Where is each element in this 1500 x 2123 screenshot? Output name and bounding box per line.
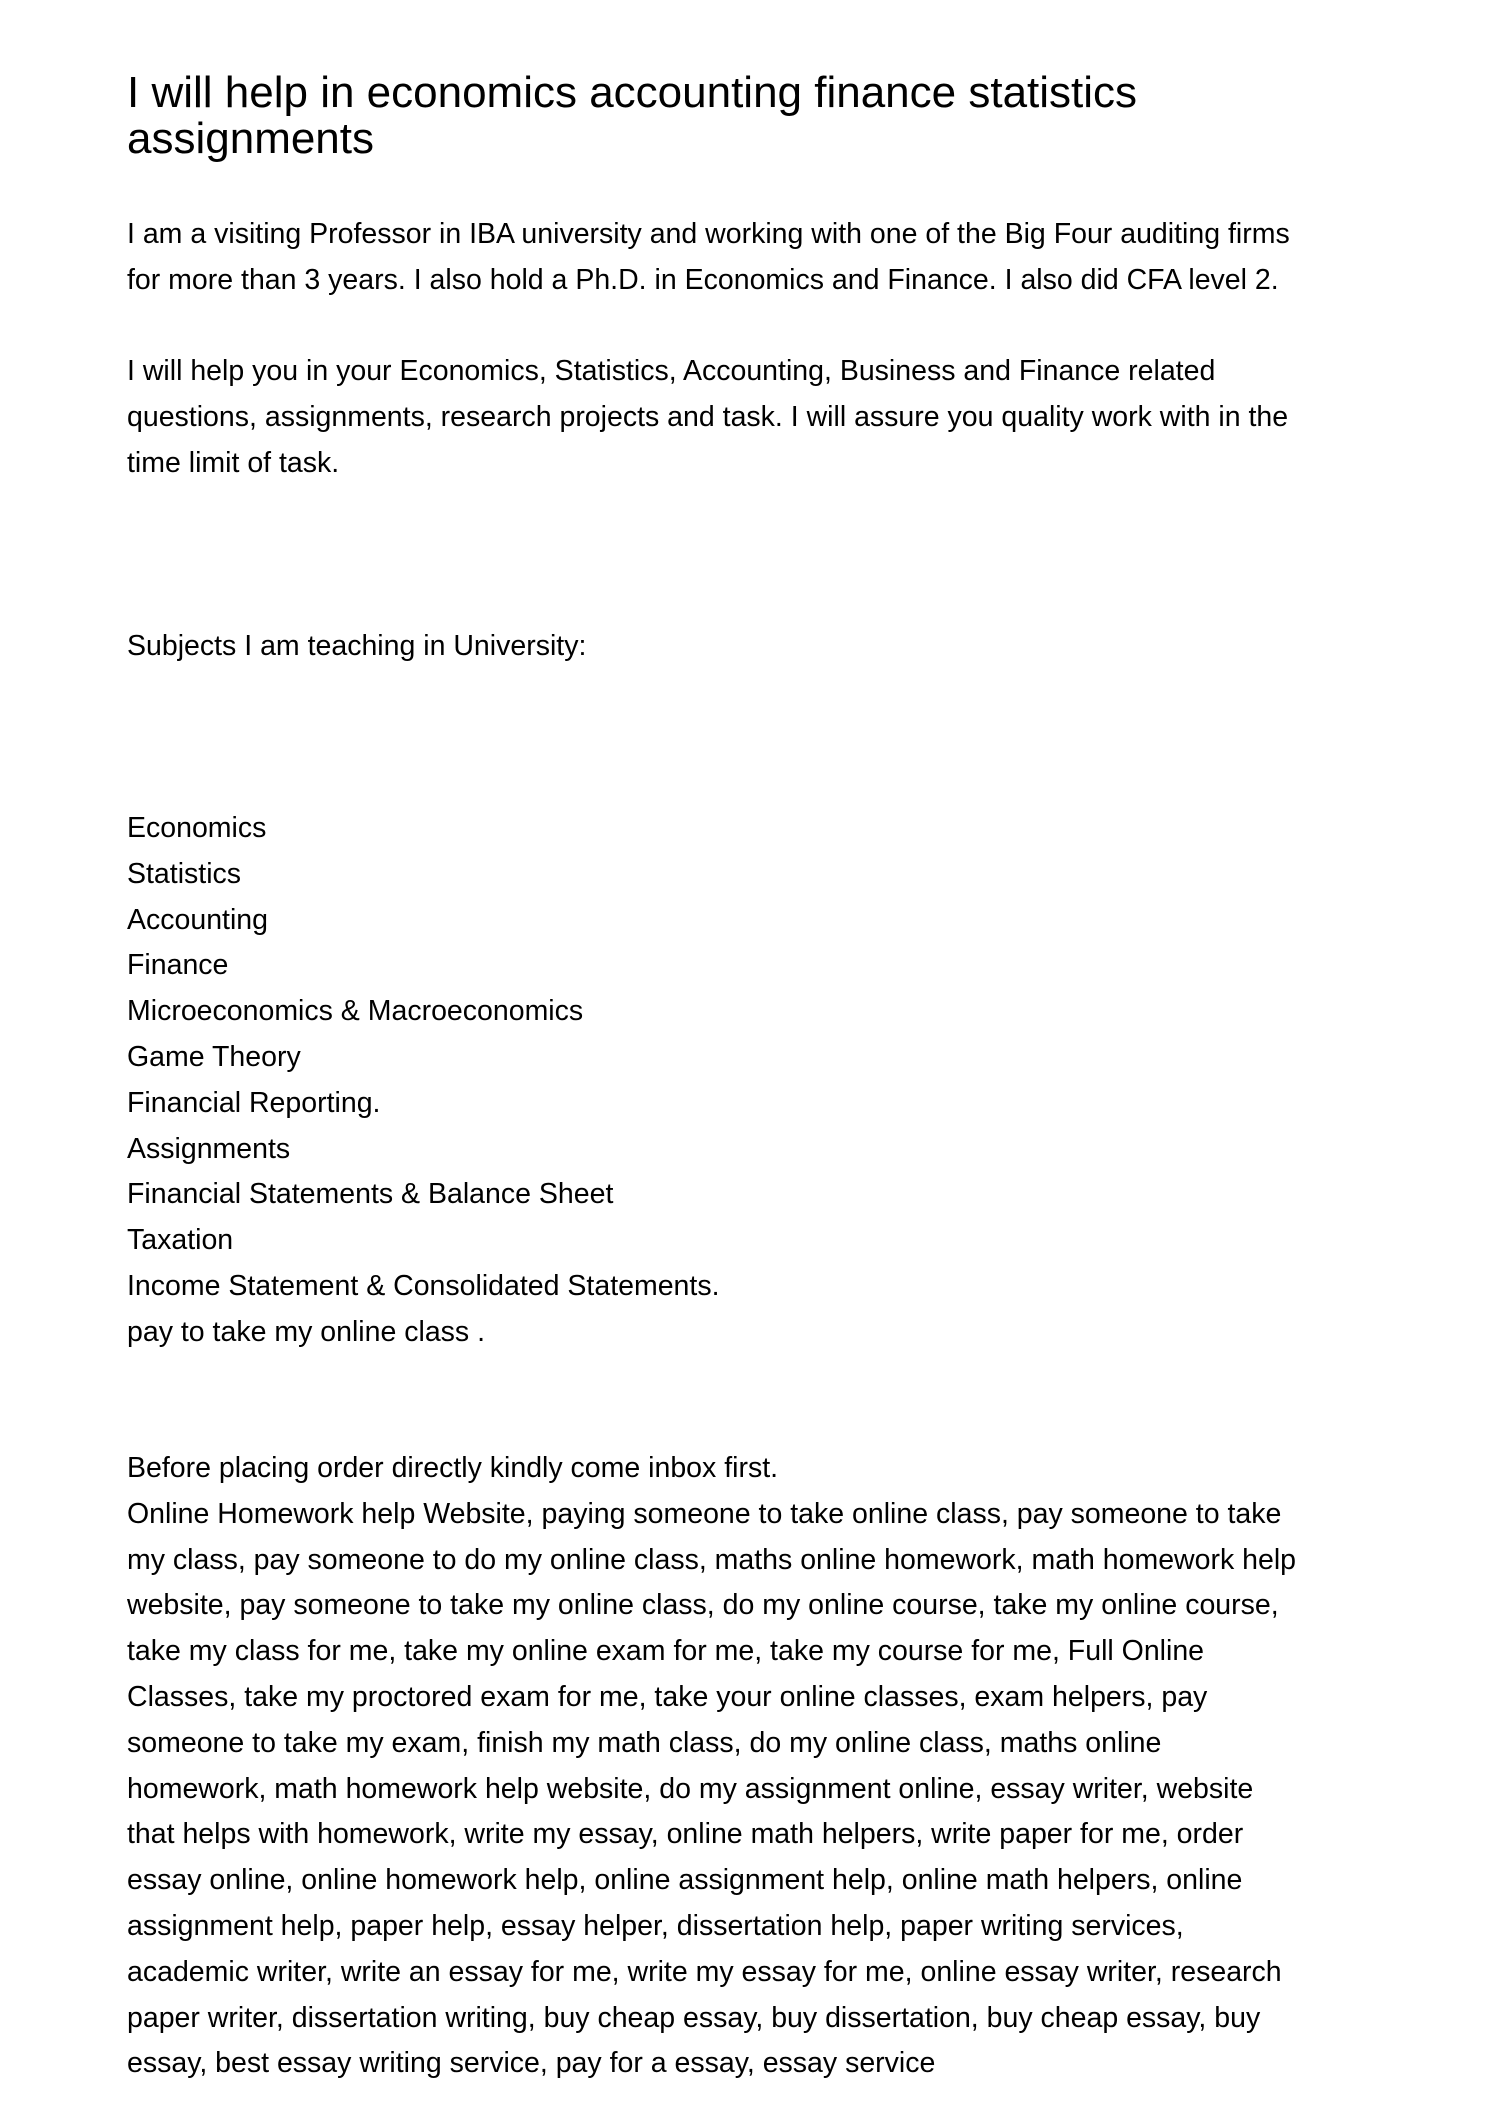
text-line: for more than 3 years. I also hold a Ph.D. in Economics and Finance. I also did CFA level 2. (127, 263, 1279, 296)
subject-item: pay to take my online class . (127, 1315, 486, 1348)
subjects-heading (127, 624, 586, 670)
title-line: I will help in economics accounting finance statistics (127, 68, 1138, 117)
subject-item: Income Statement & Consolidated Statements. (127, 1269, 720, 1302)
closing-paragraph (127, 1446, 1296, 2087)
text-line: assignment help, paper help, essay helper, dissertation help, paper writing services, (127, 1909, 1184, 1942)
subject-item: Game Theory (127, 1040, 301, 1073)
text-line: my class, pay someone to do my online class, maths online homework, math homework help (127, 1543, 1297, 1576)
text-line: academic writer, write an essay for me, write my essay for me, online essay writer, research (127, 1955, 1282, 1988)
subject-item: Microeconomics & Macroeconomics (127, 995, 584, 1028)
text-line: time limit of task. (127, 446, 340, 479)
text-line: paper writer, dissertation writing, buy cheap essay, buy dissertation, buy cheap essay, buy (127, 2001, 1261, 2034)
subject-item: Financial Statements & Balance Sheet (127, 1178, 614, 1211)
intro-paragraph (127, 212, 1290, 304)
text-line: essay online, online homework help, online assignment help, online math helpers, online (127, 1864, 1243, 1897)
subject-item: Assignments (127, 1132, 291, 1165)
page-title (127, 70, 1137, 162)
text-line: website, pay someone to take my online class, do my online course, take my online course, (127, 1589, 1279, 1622)
subject-item: Accounting (127, 903, 269, 936)
text-line: that helps with homework, write my essay, online math helpers, write paper for me, order (127, 1818, 1244, 1851)
text-line: I will help you in your Economics, Statistics, Accounting, Business and Finance related (127, 355, 1216, 387)
subject-item: Financial Reporting. (127, 1086, 381, 1119)
subject-item: Economics (127, 812, 267, 844)
text-line: essay, best essay writing service, pay for a essay, essay service (127, 2047, 936, 2080)
subject-item: Taxation (127, 1224, 234, 1257)
heading-line: Subjects I am teaching in University: (127, 630, 587, 662)
subject-item: Finance (127, 949, 229, 982)
title-line: assignments (127, 114, 375, 163)
text-line: take my class for me, take my online exam for me, take my course for me, Full Online (127, 1635, 1205, 1668)
text-line: Before placing order directly kindly come inbox first. (127, 1452, 779, 1484)
subjects-list (127, 806, 720, 1356)
subject-item: Statistics (127, 857, 242, 890)
text-line: homework, math homework help website, do my assignment online, essay writer, website (127, 1772, 1254, 1805)
text-line: Online Homework help Website, paying someone to take online class, pay someone to take (127, 1497, 1282, 1530)
help-paragraph (127, 349, 1288, 486)
text-line: someone to take my exam, finish my math class, do my online class, maths online (127, 1726, 1162, 1759)
text-line: Classes, take my proctored exam for me, take your online classes, exam helpers, pay (127, 1680, 1208, 1713)
text-line: I am a visiting Professor in IBA university and working with one of the Big Four auditing firms (127, 218, 1290, 250)
text-line: questions, assignments, research projects and task. I will assure you quality work with in the (127, 400, 1289, 433)
